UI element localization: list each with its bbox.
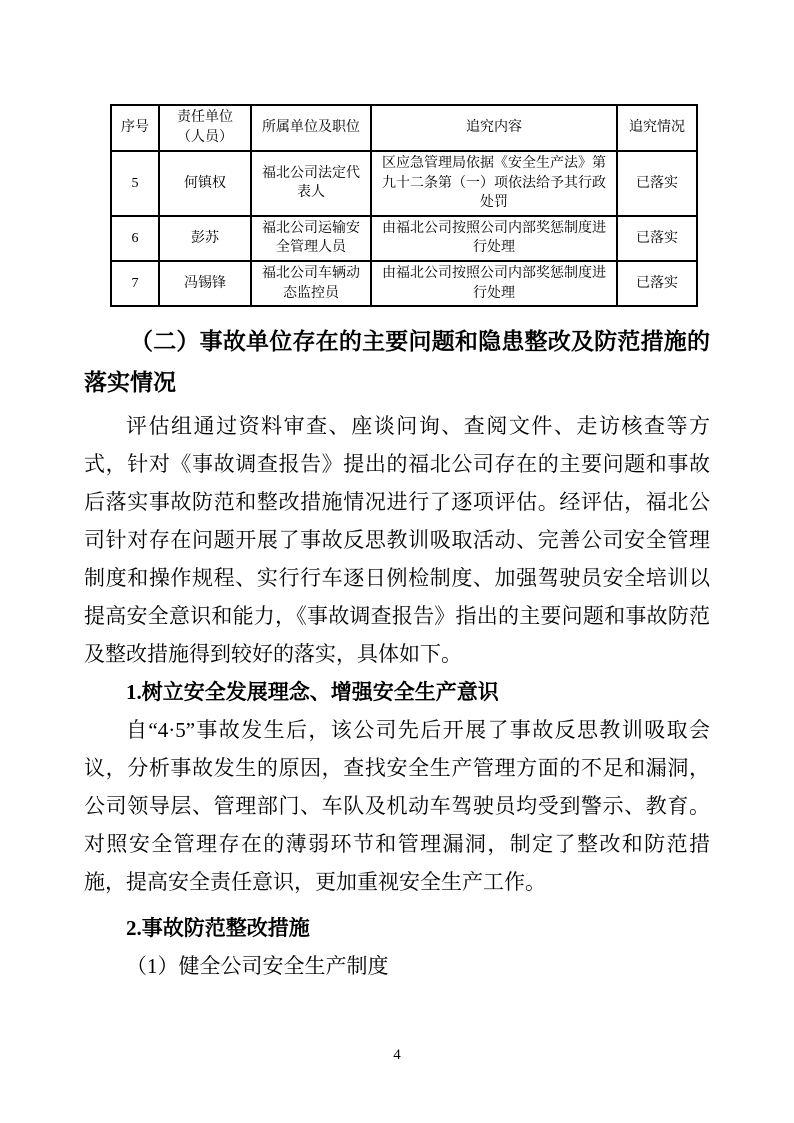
header-cell-no: 序号 — [111, 105, 159, 151]
cell-unit: 福北公司车辆动态监控员 — [251, 261, 371, 306]
cell-unit: 福北公司法定代表人 — [251, 151, 371, 216]
cell-no: 6 — [111, 216, 159, 261]
header-cell-unit: 所属单位及职位 — [251, 105, 371, 151]
subheading-3: （1）健全公司安全生产制度 — [126, 954, 389, 979]
cell-person: 何镇权 — [159, 151, 251, 216]
page-number: 4 — [393, 1047, 401, 1063]
cell-content: 区应急管理局依据《安全生产法》第九十二条第（一）项依法给予其行政处罚 — [371, 151, 617, 216]
cell-content: 由福北公司按照公司内部奖惩制度进行处理 — [371, 261, 617, 306]
cell-unit: 福北公司运输安全管理人员 — [251, 216, 371, 261]
cell-content: 由福北公司按照公司内部奖惩制度进行处理 — [371, 216, 617, 261]
table-row — [111, 151, 697, 216]
table-row — [111, 261, 697, 306]
header-cell-content: 追究内容 — [371, 105, 617, 151]
subheading-2: 2.事故防范整改措施 — [126, 916, 310, 941]
accountability-table — [110, 104, 698, 307]
cell-status: 已落实 — [617, 261, 697, 306]
cell-status: 已落实 — [617, 216, 697, 261]
header-cell-status: 追究情况 — [617, 105, 697, 151]
subheading-1: 1.树立安全发展理念、增强安全生产意识 — [126, 680, 499, 705]
paragraph-measures: 自“4·5”事故发生后，该公司先后开展了事故反思教训吸取会议，分析事故发生的原因，查找安全生产管理方面的不足和漏洞，公司领导层、管理部门、车队及机动车驾驶员均受到警示、教育。对照安全管理存在的薄弱环节和管理漏洞，制定了整改和防范措施，提高安全责任意识，更加重视安全生产工作。 — [84, 718, 710, 895]
paragraph-evaluation: 评估组通过资料审查、座谈问询、查阅文件、走访核查等方式，针对《事故调查报告》提出的福北公司存在的主要问题和事故后落实事故防范和整改措施情况进行了逐项评估。经评估，福北公司针对存在问题开展了事故反思教训吸取活动、完善公司安全管理制度和操作规程、实行行车逐日例检制度、加强驾驶员安全培训以提高安全意识和能力，《事故调查报告》指出的主要问题和事故防范及整改措施得到较好的落实，具体如下。 — [84, 414, 710, 667]
cell-status: 已落实 — [617, 151, 697, 216]
cell-person: 冯锡锋 — [159, 261, 251, 306]
cell-no: 5 — [111, 151, 159, 216]
table-header-row — [111, 105, 697, 151]
section-heading: （二）事故单位存在的主要问题和隐患整改及防范措施的落实情况 — [84, 329, 710, 396]
header-cell-person: 责任单位（人员） — [159, 105, 251, 151]
cell-person: 彭苏 — [159, 216, 251, 261]
table-row — [111, 216, 697, 261]
cell-no: 7 — [111, 261, 159, 306]
